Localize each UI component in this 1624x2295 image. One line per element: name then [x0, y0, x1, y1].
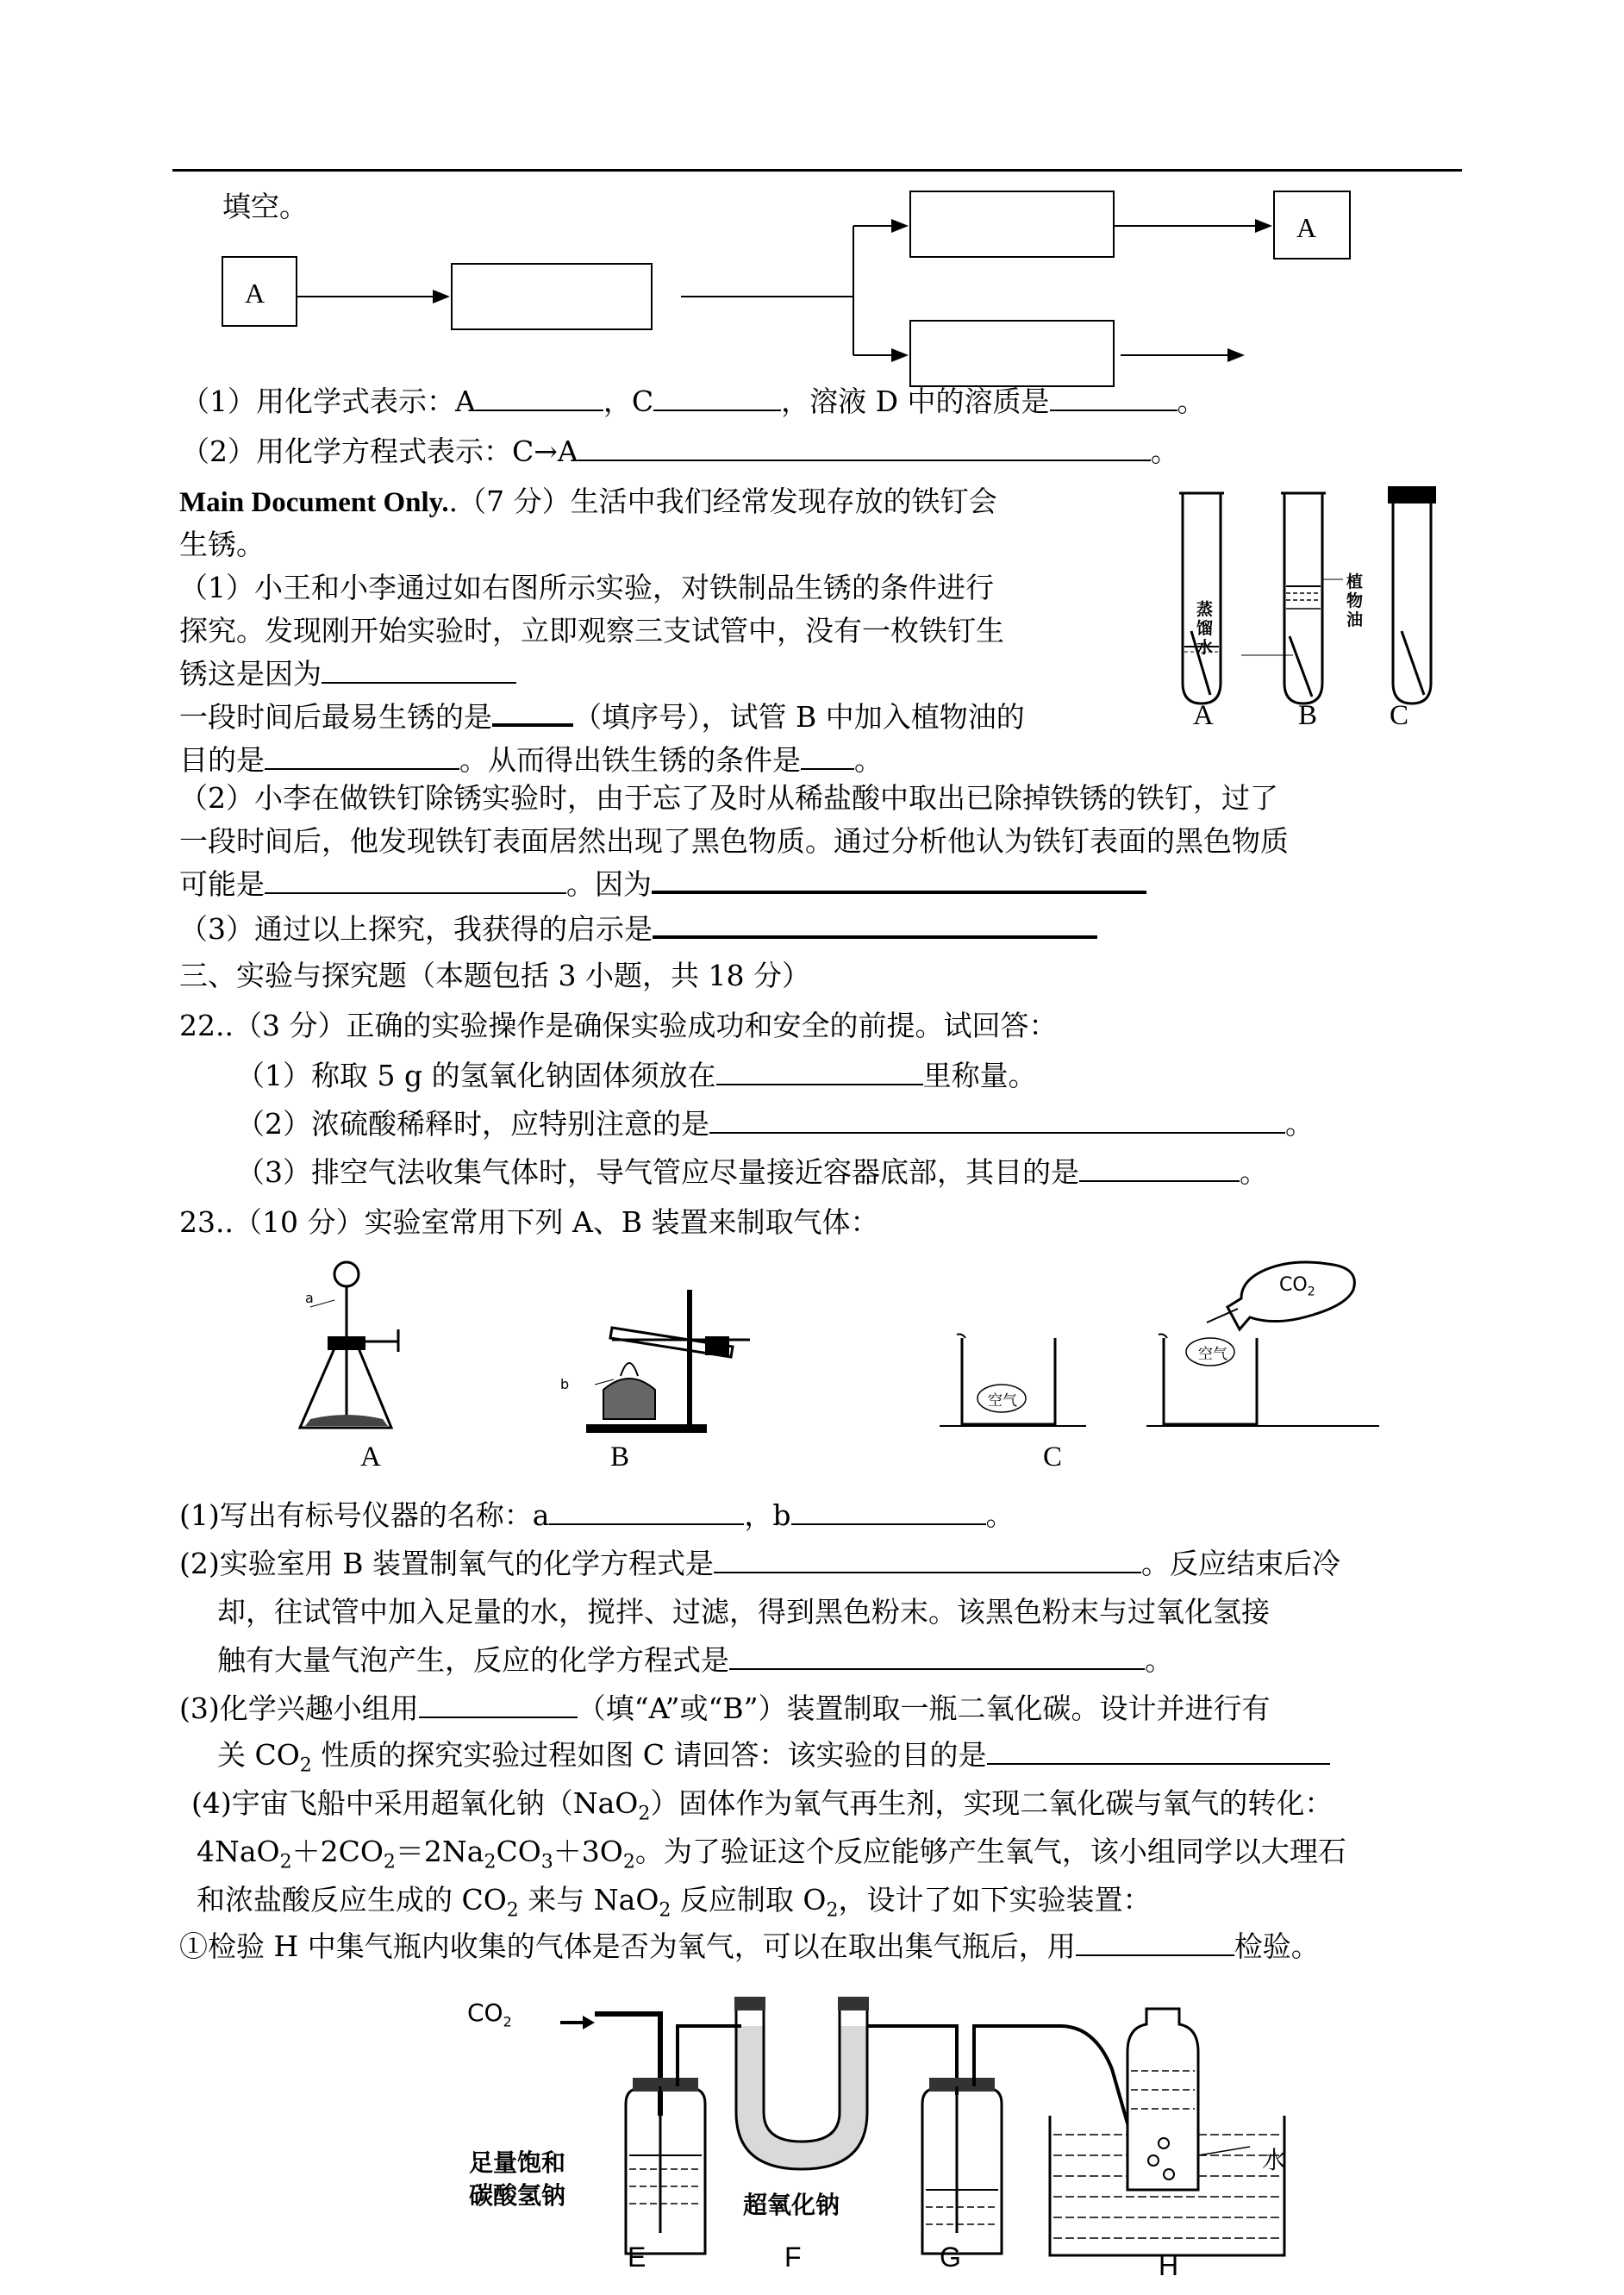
q21-line10: 可能是 。因为 [179, 862, 1146, 903]
superoxide-label: 超氧化钠 [743, 2191, 840, 2219]
q21-line3: （1）小王和小李通过如右图所示实验，对铁制品生锈的条件进行 [179, 571, 994, 604]
q23-s4-l3: 和浓盐酸反应生成的 $CO_2$ 来与 NaO$_2$ 反应制取 $O_2$，设计了如下实验装置： [197, 1883, 1152, 1922]
q23-s5: ①检验 H 中集气瓶内收集的气体是否为氧气，可以在取出集气瓶后，用 检验。 [179, 1929, 1320, 1963]
q22-a3: （3）排空气法收集气体时，导气管应尽量接近容器底部，其目的是 。 [236, 1155, 1268, 1189]
apparatus-label-b: B [610, 1441, 630, 1473]
q21-line2: 生锈。 [179, 528, 265, 561]
apparatus-label-c: C [1043, 1441, 1063, 1473]
apparatus-label-a: A [360, 1441, 381, 1473]
q22-head: 22..（3 分）正确的实验操作是确保实验成功和安全的前提。试回答： [179, 1009, 1058, 1042]
fig-oil-label: 植物油 [1346, 572, 1364, 629]
q21-line8: （2）小李在做铁钉除锈实验时，由于忘了及时从稀盐酸中取出已除掉铁锈的铁钉，过了 [179, 781, 1278, 815]
water-label: 水 [1262, 2146, 1287, 2174]
q23-s2-l1: (2)实验室用 B 装置制氧气的化学方程式是 。反应结束后冷 [179, 1547, 1340, 1580]
bicarb-label: 足量饱和 碳酸氢钠 [469, 2148, 566, 2210]
fig-air-label-2: 空气 [1198, 1346, 1227, 1363]
q21-line5: 锈这是因为 [179, 652, 516, 692]
q23-head: 23..（10 分）实验室常用下列 A、B 装置来制取气体： [179, 1205, 879, 1239]
q23-s2-l2: 却，往试管中加入足量的水，搅拌、过滤，得到黑色粉末。该黑色粉末与过氧化氢接 [217, 1595, 1270, 1629]
fig-water-label: 蒸馏水 [1196, 600, 1214, 657]
label-h: H [1159, 2250, 1179, 2281]
q20-box-a-left: A [245, 278, 265, 309]
q21-line9: 一段时间后，他发现铁钉表面居然出现了黑色物质。通过分析他认为铁钉表面的黑色物质 [179, 824, 1289, 858]
co2-apparatus-figure [457, 1974, 1319, 2285]
q20-flow-diagram [0, 0, 1624, 397]
q21-line4: 探究。发现刚开始实验时，立即观察三支试管中，没有一枚铁钉生 [179, 614, 1004, 647]
fig-tube-label-b: B [1298, 700, 1318, 731]
q23-s3-l2: 关 $CO_2$ 性质的探究实验过程如图 C 请回答：该实验的目的是 [217, 1733, 1330, 1777]
q20-intro: 填空。 [222, 190, 308, 223]
fig-b-small: b [560, 1376, 570, 1392]
q22-a2: （2）浓硫酸稀释时，应特别注意的是 。 [236, 1107, 1314, 1141]
q23-s3-l1: (3)化学兴趣小组用 （填“A”或“B”）装置制取一瓶二氧化碳。设计并进行有 [179, 1692, 1271, 1725]
q23-s2-l3: 触有大量气泡产生，反应的化学方程式是 。 [217, 1643, 1173, 1677]
label-e: E [628, 2242, 646, 2273]
q20-part1: （1）用化学式表示：A ，C ，溶液 D 中的溶质是 。 [181, 385, 1206, 418]
fig-air-label-1: 空气 [988, 1392, 1017, 1410]
fig-co2-label: $CO_2$ [1279, 1274, 1315, 1299]
q21-line11: （3）通过以上探究，我获得的启示是 [179, 907, 1097, 947]
fig-a-small: a [305, 1290, 314, 1306]
label-g: G [940, 2242, 961, 2273]
fig-tube-label-a: A [1193, 700, 1214, 731]
q23-s1: (1)写出有标号仪器的名称：a ，b 。 [179, 1498, 1015, 1532]
section3-heading: 三、实验与探究题（本题包括 3 小题，共 18 分） [179, 959, 810, 992]
q21-line6: 一段时间后最易生锈的是 （填序号），试管 B 中加入植物油的 [179, 695, 1025, 735]
q23-s4-l2: $4NaO_2+2CO_2=2Na_2CO_3+3O_2$。为了验证这个反应能够产生氧气，该小组同学以大理石 [197, 1835, 1346, 1873]
fig-tube-label-c: C [1390, 700, 1409, 731]
q21-line7: 目的是 。从而得出铁生锈的条件是 。 [179, 743, 883, 777]
q22-a1: （1）称取 5 g 的氢氧化钠固体须放在 里称量。 [236, 1059, 1037, 1092]
label-f: F [784, 2242, 802, 2273]
co2-inlet-label: $CO_2$ [467, 1998, 512, 2030]
q20-part2: （2）用化学方程式表示：C→A 。 [181, 435, 1179, 468]
q23-s4-l1: (4)宇宙飞船中采用超氧化钠（NaO$_2$）固体作为氧气再生剂，实现二氧化碳与氧气的转化： [191, 1786, 1334, 1825]
q21-line1: Main Document Only..（7 分）生活中我们经常发现存放的铁钉会 [179, 485, 997, 518]
q20-box-a-right: A [1296, 212, 1317, 243]
